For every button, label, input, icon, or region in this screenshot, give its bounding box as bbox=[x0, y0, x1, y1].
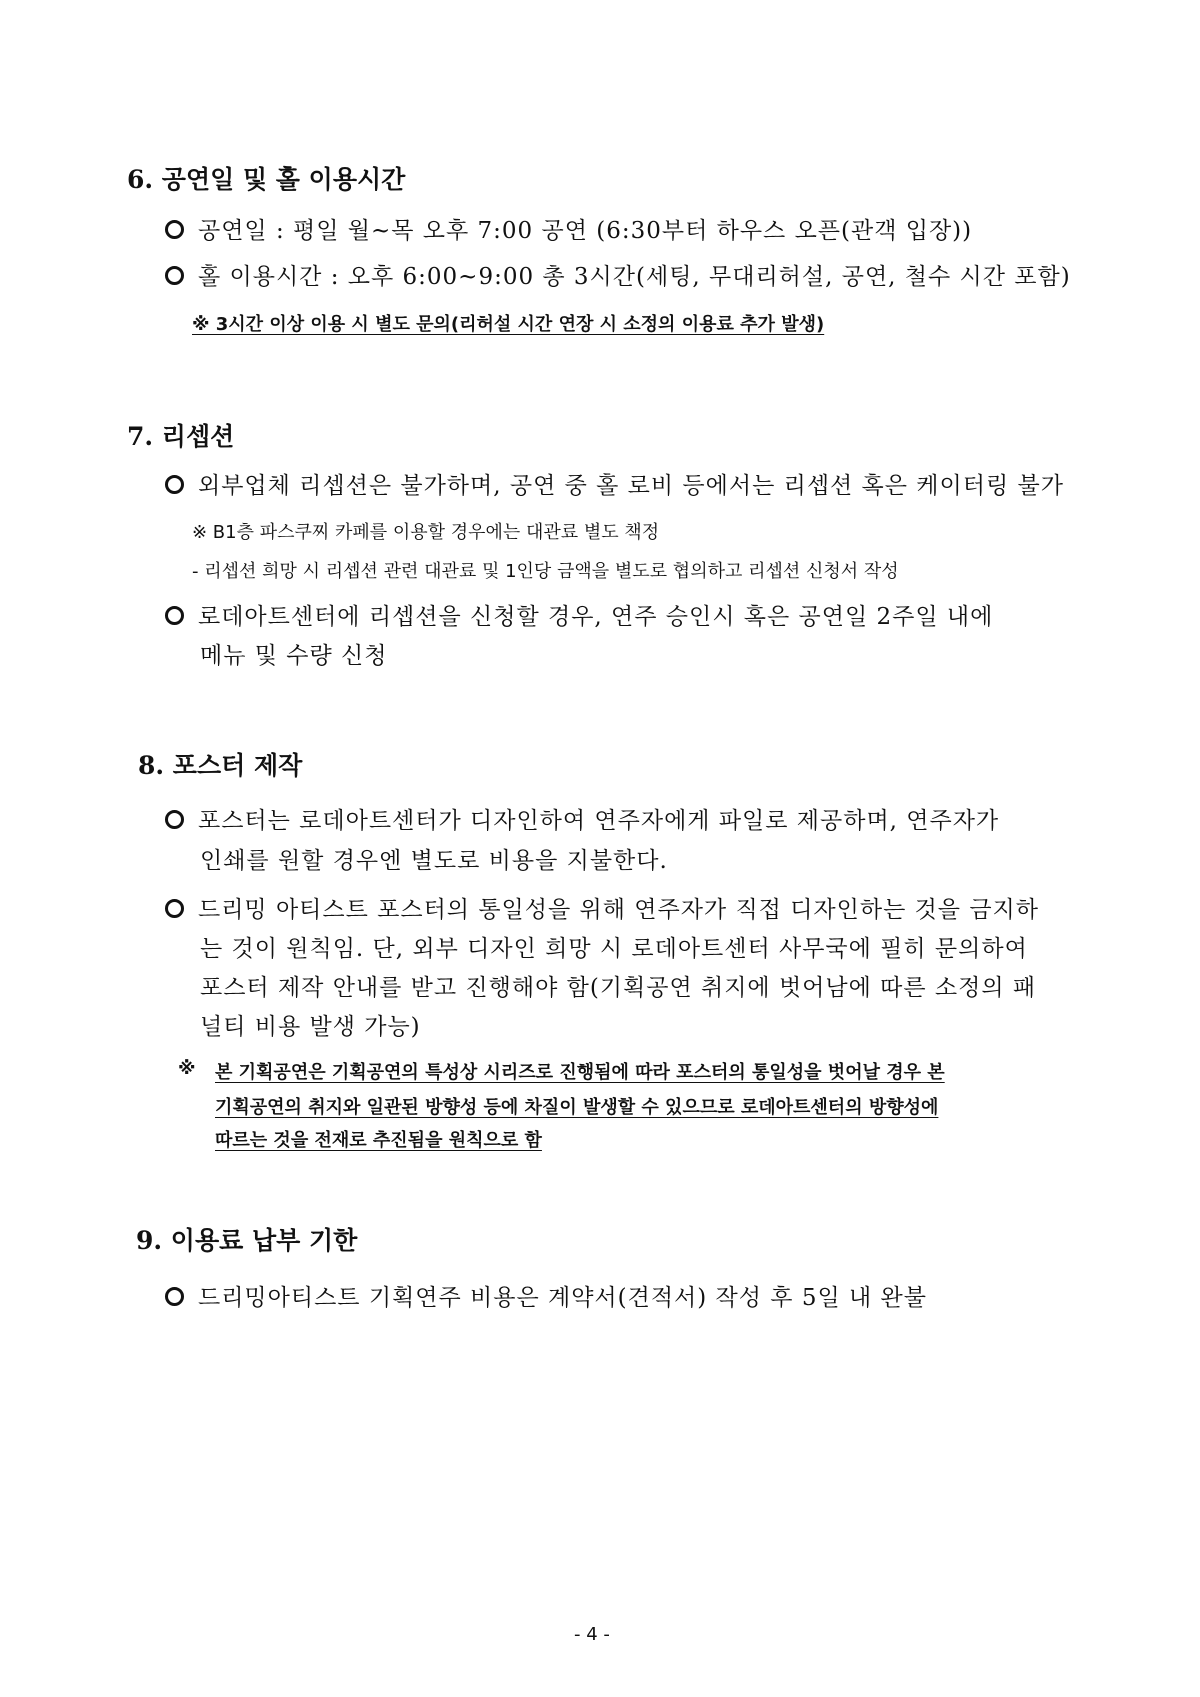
section-8-title: 8. 포스터 제작 bbox=[138, 751, 303, 780]
list-item-continuation: 메뉴 및 수량 신청 bbox=[200, 643, 388, 669]
note-text: 본 기획공연은 기획공연의 특성상 시리즈로 진행됨에 따라 포스터의 통일성을 벗어날 경우 본 bbox=[215, 1062, 945, 1083]
note-text: 따르는 것을 전재로 추진됨을 원칙으로 함 bbox=[215, 1130, 542, 1151]
bullet-circle-icon bbox=[165, 475, 184, 494]
list-item: 홀 이용시간 : 오후 6:00~9:00 총 3시간(세팅, 무대리허설, 공연, 철수 시간 포함) bbox=[165, 258, 1071, 291]
note-text: - 리셉션 희망 시 리셉션 관련 대관료 및 1인당 금액을 별도로 협의하고 리셉션 신청서 작성 bbox=[192, 561, 899, 582]
note-text: 기획공연의 취지와 일관된 방향성 등에 차질이 발생할 수 있으므로 로데아트센터의 방향성에 bbox=[215, 1097, 939, 1118]
list-item: 외부업체 리셉션은 불가하며, 공연 중 홀 로비 등에서는 리셉션 혹은 케이터링 불가 bbox=[165, 467, 1064, 500]
list-item: 공연일 : 평일 월~목 오후 7:00 공연 (6:30부터 하우스 오픈(관객 입장)) bbox=[165, 212, 972, 245]
section-7-title: 7. 리셉션 bbox=[127, 422, 235, 451]
list-item-continuation: 포스터 제작 안내를 받고 진행해야 함(기획공연 취지에 벗어남에 따른 소정의 패 bbox=[200, 975, 1037, 1001]
list-item: 포스터는 로데아트센터가 디자인하여 연주자에게 파일로 제공하며, 연주자가 bbox=[165, 802, 999, 835]
list-item-continuation: 널티 비용 발생 가능) bbox=[200, 1014, 421, 1040]
section-9-title: 9. 이용료 납부 기한 bbox=[136, 1226, 358, 1255]
page-number: - 4 - bbox=[574, 1624, 610, 1645]
list-item-continuation: 인쇄를 원할 경우엔 별도로 비용을 지불한다. bbox=[200, 848, 668, 874]
bullet-circle-icon bbox=[165, 266, 184, 285]
bullet-circle-icon bbox=[165, 899, 184, 918]
note-text: ※ 3시간 이상 이용 시 별도 문의(리허설 시간 연장 시 소정의 이용료 추가 발생) bbox=[192, 314, 825, 335]
bullet-circle-icon bbox=[165, 606, 184, 625]
note-text: ※ B1층 파스쿠찌 카페를 이용할 경우에는 대관료 별도 책정 bbox=[192, 522, 660, 543]
bullet-circle-icon bbox=[165, 1287, 184, 1306]
section-6-title: 6. 공연일 및 홀 이용시간 bbox=[127, 165, 406, 194]
bullet-circle-icon bbox=[165, 810, 184, 829]
list-item: 드리밍아티스트 기획연주 비용은 계약서(견적서) 작성 후 5일 내 완불 bbox=[165, 1279, 927, 1312]
list-item: 드리밍 아티스트 포스터의 통일성을 위해 연주자가 직접 디자인하는 것을 금지하 bbox=[165, 891, 1039, 924]
bullet-circle-icon bbox=[165, 220, 184, 239]
list-item-continuation: 는 것이 원칙임. 단, 외부 디자인 희망 시 로데아트센터 사무국에 필히 문의하여 bbox=[200, 936, 1028, 962]
list-item: 로데아트센터에 리셉션을 신청할 경우, 연주 승인시 혹은 공연일 2주일 내에 bbox=[165, 598, 993, 631]
note-mark: ※ bbox=[178, 1058, 196, 1079]
